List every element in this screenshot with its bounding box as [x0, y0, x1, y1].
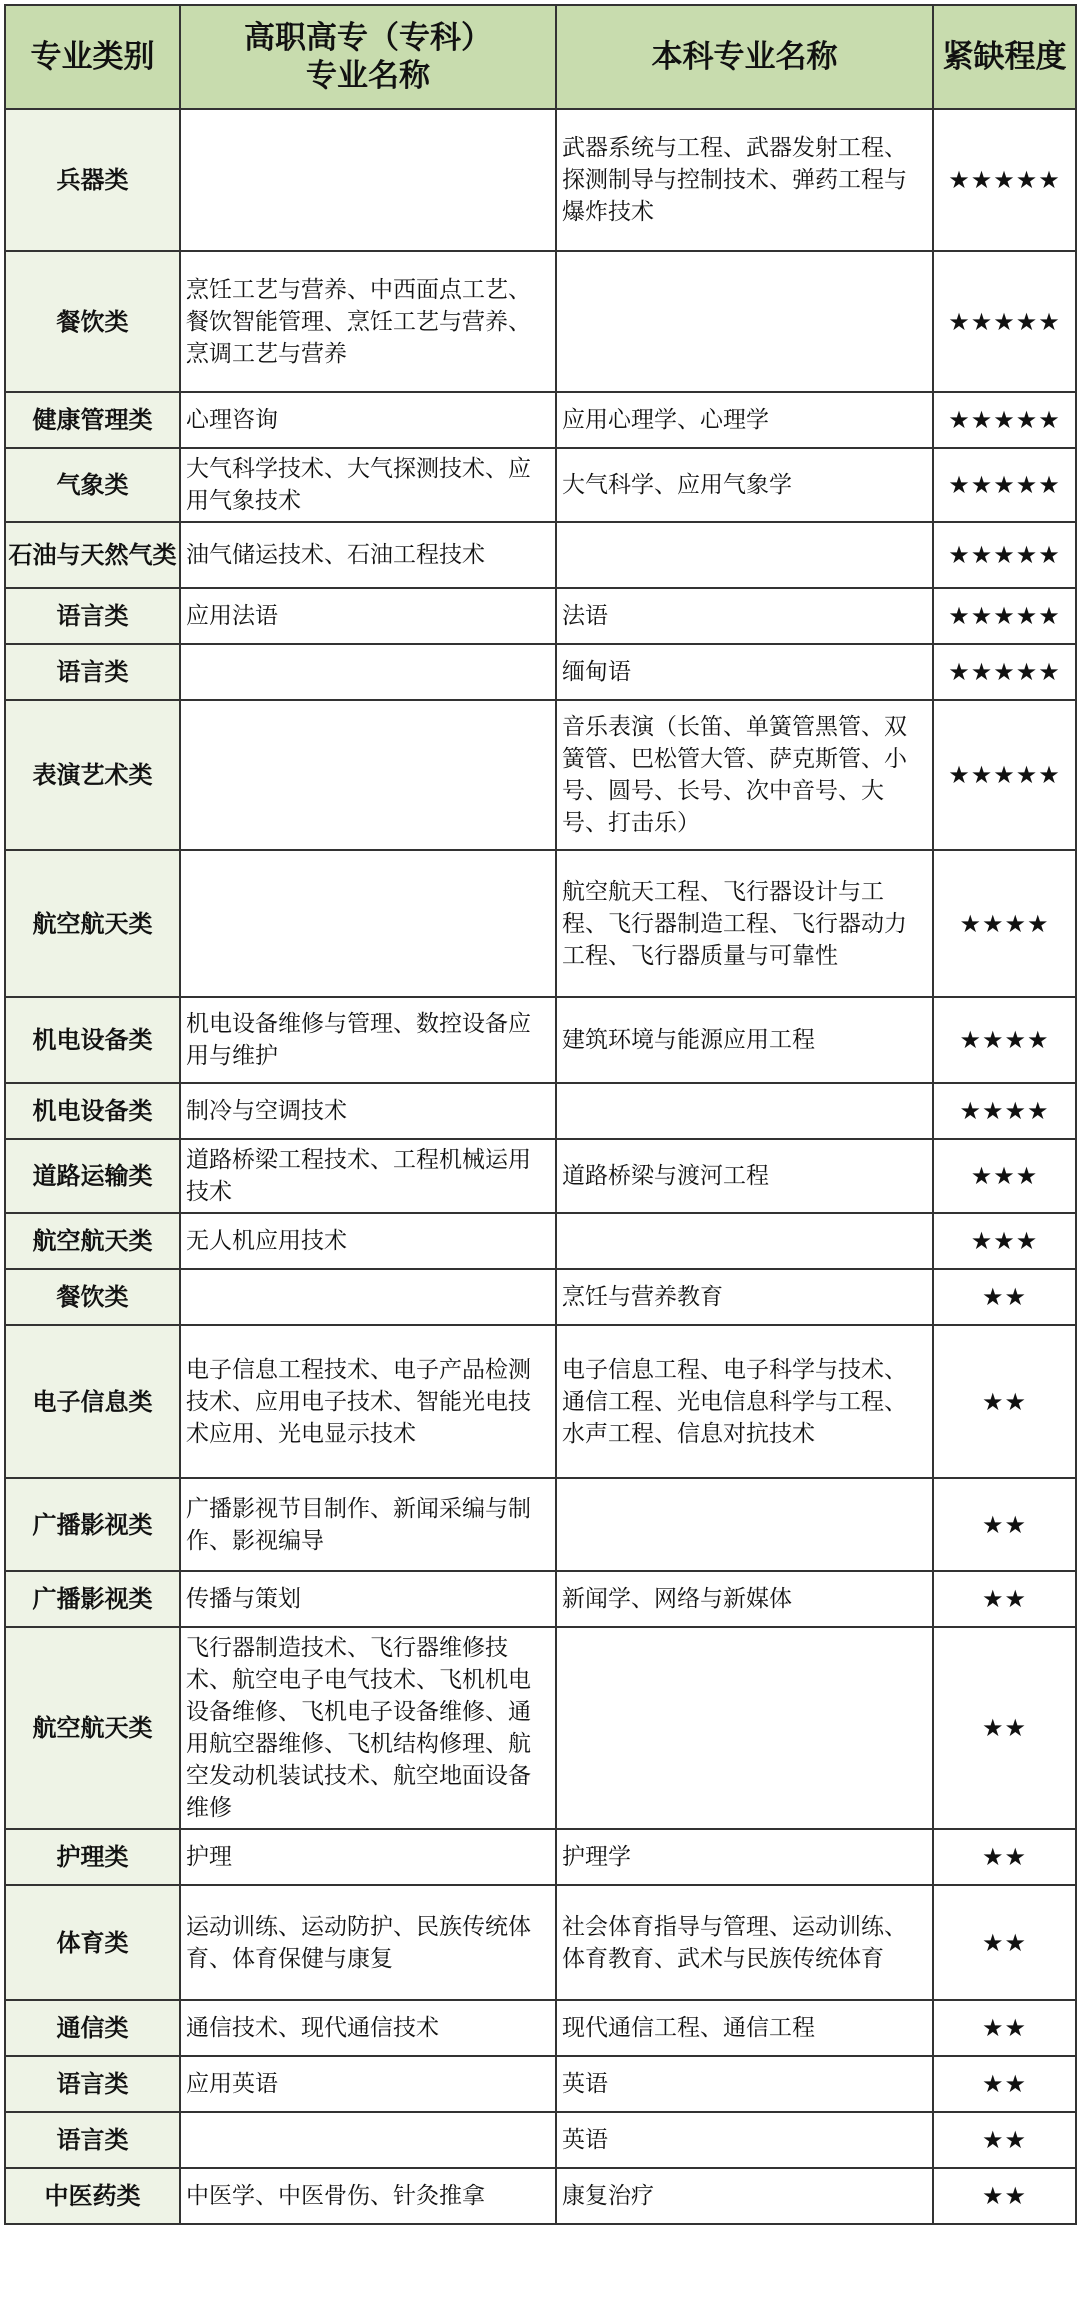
table-row: [5, 1627, 1076, 1829]
table-row: [5, 1829, 1076, 1885]
shortage-stars: ★★★★★: [933, 522, 1076, 588]
header-vocational-major: 高职高专（专科） 专业名称: [180, 5, 556, 109]
table-row: [5, 2168, 1076, 2224]
vocational-major-cell: 大气科学技术、大气探测技术、应用气象技术: [180, 448, 556, 522]
undergrad-major-cell: 建筑环境与能源应用工程: [556, 997, 933, 1083]
category-cell: 广播影视类: [5, 1478, 180, 1571]
undergrad-major-cell: 航空航天工程、飞行器设计与工程、飞行器制造工程、飞行器动力工程、飞行器质量与可靠性: [556, 850, 933, 997]
table-row: [5, 644, 1076, 700]
category-cell: 石油与天然气类: [5, 522, 180, 588]
header-row: [5, 5, 1076, 109]
undergrad-major-cell: 电子信息工程、电子科学与技术、通信工程、光电信息科学与工程、水声工程、信息对抗技术: [556, 1325, 933, 1478]
category-cell: 广播影视类: [5, 1571, 180, 1627]
undergrad-major-cell: [556, 1478, 933, 1571]
table-body: [5, 109, 1076, 2224]
undergrad-major-cell: 英语: [556, 2056, 933, 2112]
header-undergrad-major: 本科专业名称: [556, 5, 933, 109]
category-cell: 中医药类: [5, 2168, 180, 2224]
shortage-stars: ★★★★★: [933, 392, 1076, 448]
category-cell: 航空航天类: [5, 1213, 180, 1269]
shortage-stars: ★★★★★: [933, 109, 1076, 251]
category-cell: 餐饮类: [5, 1269, 180, 1325]
vocational-major-cell: [180, 850, 556, 997]
category-cell: 语言类: [5, 644, 180, 700]
shortage-stars: ★★: [933, 1571, 1076, 1627]
vocational-major-cell: 无人机应用技术: [180, 1213, 556, 1269]
vocational-major-cell: 电子信息工程技术、电子产品检测技术、应用电子技术、智能光电技术应用、光电显示技术: [180, 1325, 556, 1478]
category-cell: 通信类: [5, 2000, 180, 2056]
undergrad-major-cell: [556, 522, 933, 588]
shortage-stars: ★★: [933, 2112, 1076, 2168]
majors-table: [4, 4, 1077, 2225]
vocational-major-cell: [180, 700, 556, 850]
shortage-stars: ★★★★★: [933, 448, 1076, 522]
shortage-stars: ★★★: [933, 1139, 1076, 1213]
vocational-major-cell: 机电设备维修与管理、数控设备应用与维护: [180, 997, 556, 1083]
undergrad-major-cell: 应用心理学、心理学: [556, 392, 933, 448]
undergrad-major-cell: [556, 1627, 933, 1829]
table-row: [5, 1478, 1076, 1571]
vocational-major-cell: 通信技术、现代通信技术: [180, 2000, 556, 2056]
table-row: [5, 1269, 1076, 1325]
header-shortage-level: 紧缺程度: [933, 5, 1076, 109]
category-cell: 体育类: [5, 1885, 180, 2000]
shortage-stars: ★★: [933, 2056, 1076, 2112]
undergrad-major-cell: 武器系统与工程、武器发射工程、探测制导与控制技术、弹药工程与爆炸技术: [556, 109, 933, 251]
table-row: [5, 1325, 1076, 1478]
category-cell: 语言类: [5, 2056, 180, 2112]
category-cell: 护理类: [5, 1829, 180, 1885]
vocational-major-cell: 道路桥梁工程技术、工程机械运用技术: [180, 1139, 556, 1213]
table-row: [5, 700, 1076, 850]
vocational-major-cell: 烹饪工艺与营养、中西面点工艺、餐饮智能管理、烹饪工艺与营养、烹调工艺与营养: [180, 251, 556, 392]
table-row: [5, 997, 1076, 1083]
vocational-major-cell: 油气储运技术、石油工程技术: [180, 522, 556, 588]
undergrad-major-cell: 现代通信工程、通信工程: [556, 2000, 933, 2056]
table-row: [5, 392, 1076, 448]
category-cell: 健康管理类: [5, 392, 180, 448]
category-cell: 语言类: [5, 588, 180, 644]
table-row: [5, 251, 1076, 392]
undergrad-major-cell: 烹饪与营养教育: [556, 1269, 933, 1325]
category-cell: 表演艺术类: [5, 700, 180, 850]
vocational-major-cell: 飞行器制造技术、飞行器维修技术、航空电子电气技术、飞机机电设备维修、飞机电子设备维修、通用航空器维修、飞机结构修理、航空发动机装试技术、航空地面设备维修: [180, 1627, 556, 1829]
shortage-stars: ★★★★★: [933, 644, 1076, 700]
table-row: [5, 1083, 1076, 1139]
shortage-stars: ★★★★: [933, 997, 1076, 1083]
table-row: [5, 1139, 1076, 1213]
undergrad-major-cell: 法语: [556, 588, 933, 644]
table-row: [5, 1213, 1076, 1269]
table-row: [5, 1885, 1076, 2000]
vocational-major-cell: 传播与策划: [180, 1571, 556, 1627]
shortage-stars: ★★★★★: [933, 251, 1076, 392]
undergrad-major-cell: 新闻学、网络与新媒体: [556, 1571, 933, 1627]
vocational-major-cell: [180, 109, 556, 251]
category-cell: 气象类: [5, 448, 180, 522]
shortage-stars: ★★★★: [933, 850, 1076, 997]
shortage-stars: ★★★: [933, 1213, 1076, 1269]
vocational-major-cell: 制冷与空调技术: [180, 1083, 556, 1139]
undergrad-major-cell: 护理学: [556, 1829, 933, 1885]
table-row: [5, 588, 1076, 644]
shortage-stars: ★★: [933, 1627, 1076, 1829]
vocational-major-cell: 护理: [180, 1829, 556, 1885]
category-cell: 电子信息类: [5, 1325, 180, 1478]
table-row: [5, 2112, 1076, 2168]
vocational-major-cell: [180, 1269, 556, 1325]
vocational-major-cell: 中医学、中医骨伤、针灸推拿: [180, 2168, 556, 2224]
shortage-stars: ★★★★★: [933, 588, 1076, 644]
undergrad-major-cell: [556, 1213, 933, 1269]
undergrad-major-cell: [556, 1083, 933, 1139]
category-cell: 道路运输类: [5, 1139, 180, 1213]
shortage-stars: ★★: [933, 1885, 1076, 2000]
table-row: [5, 522, 1076, 588]
table-row: [5, 850, 1076, 997]
undergrad-major-cell: 康复治疗: [556, 2168, 933, 2224]
vocational-major-cell: 运动训练、运动防护、民族传统体育、体育保健与康复: [180, 1885, 556, 2000]
category-cell: 航空航天类: [5, 1627, 180, 1829]
table-row: [5, 109, 1076, 251]
undergrad-major-cell: 道路桥梁与渡河工程: [556, 1139, 933, 1213]
shortage-stars: ★★: [933, 1829, 1076, 1885]
vocational-major-cell: [180, 2112, 556, 2168]
header-category: 专业类别: [5, 5, 180, 109]
undergrad-major-cell: 缅甸语: [556, 644, 933, 700]
shortage-stars: ★★★★: [933, 1083, 1076, 1139]
category-cell: 餐饮类: [5, 251, 180, 392]
category-cell: 语言类: [5, 2112, 180, 2168]
table-row: [5, 2000, 1076, 2056]
vocational-major-cell: [180, 644, 556, 700]
undergrad-major-cell: 英语: [556, 2112, 933, 2168]
category-cell: 航空航天类: [5, 850, 180, 997]
shortage-stars: ★★: [933, 1269, 1076, 1325]
vocational-major-cell: 广播影视节目制作、新闻采编与制作、影视编导: [180, 1478, 556, 1571]
vocational-major-cell: 心理咨询: [180, 392, 556, 448]
table-row: [5, 2056, 1076, 2112]
shortage-stars: ★★: [933, 2168, 1076, 2224]
undergrad-major-cell: [556, 251, 933, 392]
vocational-major-cell: 应用法语: [180, 588, 556, 644]
shortage-stars: ★★: [933, 1325, 1076, 1478]
table-row: [5, 1571, 1076, 1627]
shortage-stars: ★★: [933, 2000, 1076, 2056]
shortage-stars: ★★: [933, 1478, 1076, 1571]
vocational-major-cell: 应用英语: [180, 2056, 556, 2112]
shortage-stars: ★★★★★: [933, 700, 1076, 850]
undergrad-major-cell: 音乐表演（长笛、单簧管黑管、双簧管、巴松管大管、萨克斯管、小号、圆号、长号、次中音号、大号、打击乐）: [556, 700, 933, 850]
category-cell: 兵器类: [5, 109, 180, 251]
category-cell: 机电设备类: [5, 1083, 180, 1139]
table-row: [5, 448, 1076, 522]
undergrad-major-cell: 大气科学、应用气象学: [556, 448, 933, 522]
undergrad-major-cell: 社会体育指导与管理、运动训练、体育教育、武术与民族传统体育: [556, 1885, 933, 2000]
category-cell: 机电设备类: [5, 997, 180, 1083]
